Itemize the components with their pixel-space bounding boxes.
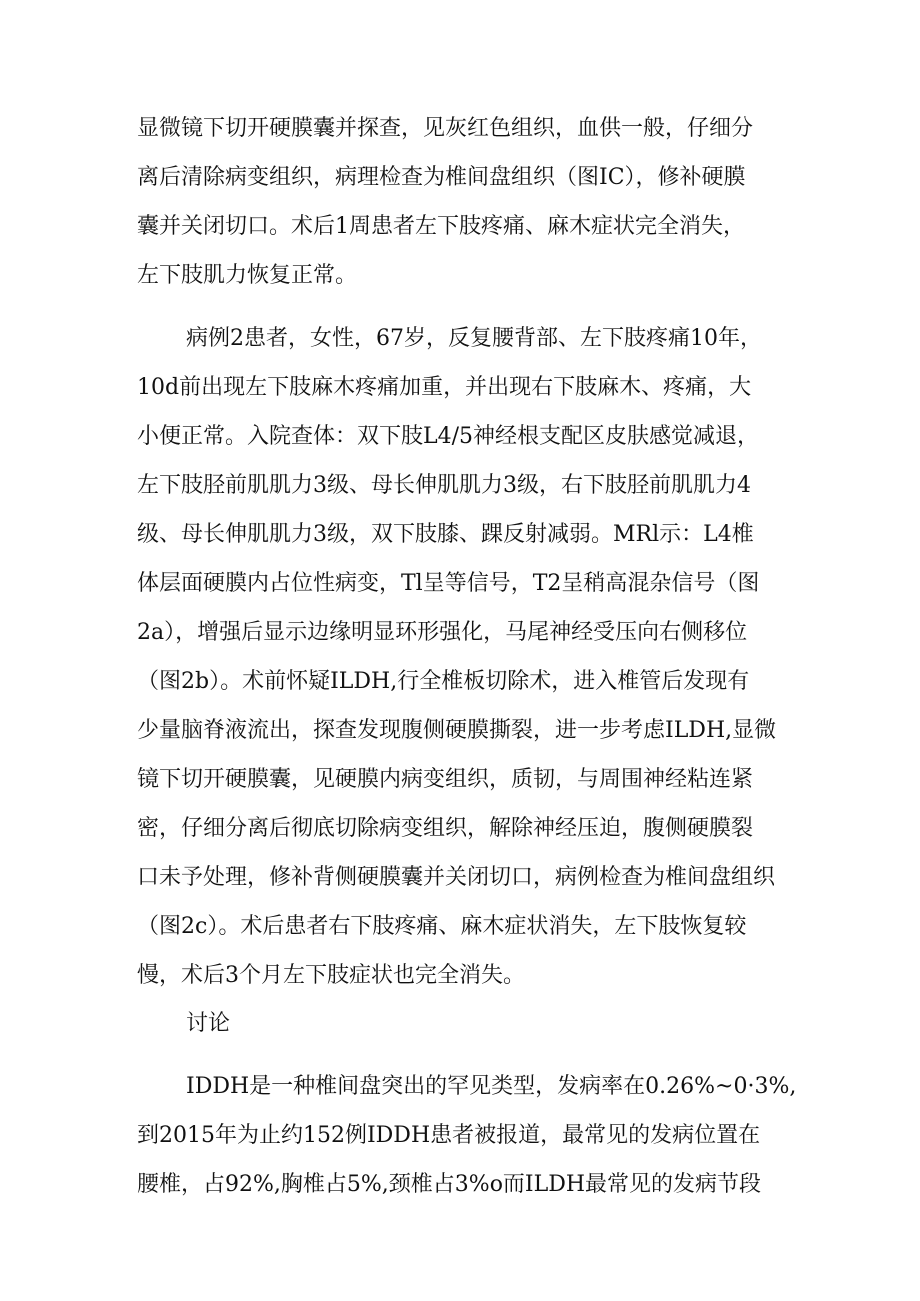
text-line: 腰椎，占92%,胸椎占5%,颈椎占3%o而ILDH最常见的发病节段 — [137, 1172, 762, 1197]
text-line: 10d前出现左下肢麻木疼痛加重，并出现右下肢麻木、疼痛，大 — [137, 375, 752, 400]
text-line: 小便正常。入院查体：双下肢L4/5神经根支配区皮肤感觉减退， — [137, 424, 760, 449]
text-line: 显微镜下切开硬膜囊并探查，见灰红色组织，血供一般，仔细分 — [137, 116, 754, 141]
text-line: 病例2患者，女性，67岁，反复腰背部、左下肢疼痛10年， — [186, 326, 762, 351]
text-line: 囊并关闭切口。术后1周患者左下肢疼痛、麻木症状完全消失， — [137, 214, 745, 239]
text-line: 口未予处理，修补背侧硬膜囊并关闭切口，病例检查为椎间盘组织 — [137, 865, 776, 890]
text-line: IDDH是一种椎间盘突出的罕见类型，发病率在0.26%~0·3%, — [186, 1074, 797, 1099]
text-line: 级、母长伸肌肌力3级，双下肢膝、踝反射减弱。MRl示：L4椎 — [137, 522, 754, 547]
text-line: 镜下切开硬膜囊，见硬膜内病变组织，质韧，与周围神经粘连紧 — [137, 767, 754, 792]
text-line: （图2b）。术前怀疑ILDH,行全椎板切除术，进入椎管后发现有 — [137, 669, 750, 694]
text-line: 左下肢肌力恢复正常。 — [137, 263, 358, 288]
text-line: 少量脑脊液流出，探查发现腹侧硬膜撕裂，进一步考虑ILDH,显微 — [137, 718, 777, 743]
text-line: 体层面硬膜内占位性病变，Tl呈等信号，T2呈稍高混杂信号（图 — [137, 571, 760, 596]
text-line: 离后清除病变组织，病理检查为椎间盘组织（图IC），修补硬膜 — [137, 165, 746, 190]
text-line: 慢，术后3个月左下肢症状也完全消失。 — [137, 963, 525, 988]
text-line: 左下肢胫前肌肌力3级、母长伸肌肌力3级，右下肢胫前肌肌力4 — [137, 473, 751, 498]
text-line: 2a），增强后显示边缘明显环形强化，马尾神经受压向右侧移位 — [137, 620, 748, 645]
text-line: 到2015年为止约152例IDDH患者被报道，最常见的发病位置在 — [137, 1123, 761, 1148]
text-line: （图2c）。术后患者右下肢疼痛、麻木症状消失，左下肢恢复较 — [137, 914, 747, 939]
text-line: 密，仔细分离后彻底切除病变组织，解除神经压迫，腹侧硬膜裂 — [137, 816, 754, 841]
section-heading: 讨论 — [186, 1011, 231, 1036]
